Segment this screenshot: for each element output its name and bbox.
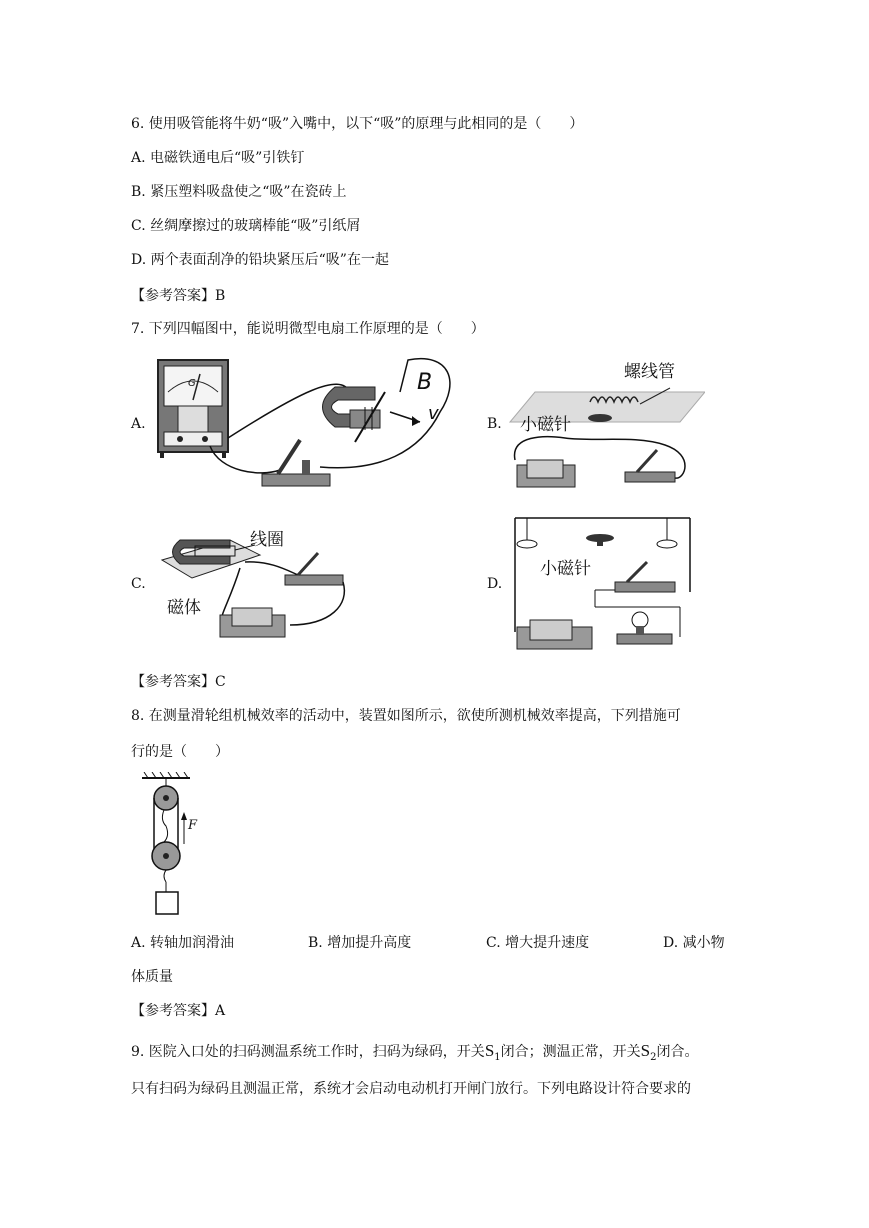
q8-stem-line2: 行的是（ ） <box>131 744 229 760</box>
q8-stem-line1: 8. 在测量滑轮组机械效率的活动中，装置如图所示，欲使所测机械效率提高，下列措施可 <box>131 708 681 724</box>
q7-label-a: A. <box>131 416 146 432</box>
q7-stem: 7. 下列四幅图中，能说明微型电扇工作原理的是（ ） <box>131 321 485 337</box>
q9-switch-s1-sub: 1 <box>494 1051 501 1063</box>
q7-figure-b <box>505 380 705 492</box>
q9-switch-s1: S <box>484 1041 495 1060</box>
q7-figure-d <box>505 512 705 652</box>
q6-stem: 6. 使用吸管能将牛奶“吸”入嘴中，以下“吸”的原理与此相同的是（ ） <box>131 116 584 132</box>
q9-line1-part-b: 闭合；测温正常，开关 <box>500 1044 641 1060</box>
q9-line1 <box>131 1041 699 1063</box>
q6-option-a: A. 电磁铁通电后“吸”引铁钉 <box>131 150 305 166</box>
q7-label-b: B. <box>487 416 502 432</box>
q7-fig-b-needle-label: 小磁针 <box>520 415 571 435</box>
q6-option-d: D. 两个表面刮净的铅块紧压后“吸”在一起 <box>131 252 389 268</box>
q8-answer: 【参考答案】A <box>131 1003 226 1019</box>
q7-fig-a-field-label: B <box>417 370 433 395</box>
q7-fig-b-solenoid-label: 螺线管 <box>624 362 675 382</box>
q9-line1-part-c: 闭合。 <box>656 1044 699 1060</box>
q8-option-d: D. 减小物 <box>663 935 725 951</box>
q7-fig-c-magnet-label: 磁体 <box>167 598 201 618</box>
q8-option-b: B. 增加提升高度 <box>308 935 412 951</box>
q6-answer: 【参考答案】B <box>131 288 226 304</box>
q8-force-label: F <box>188 818 198 833</box>
q7-fig-a-velocity-label: v <box>428 403 439 424</box>
q7-label-c: C. <box>131 576 146 592</box>
q6-option-c: C. 丝绸摩擦过的玻璃棒能“吸”引纸屑 <box>131 218 361 234</box>
q9-line1-part-a: 9. 医院入口处的扫码测温系统工作时，扫码为绿码，开关 <box>131 1044 485 1060</box>
q9-switch-s2: S <box>640 1041 651 1060</box>
q7-answer: 【参考答案】C <box>131 674 226 690</box>
q8-pulley-figure <box>140 772 220 920</box>
q7-fig-d-needle-label: 小磁针 <box>540 559 591 579</box>
q7-fig-a-meter-label: G <box>188 378 196 389</box>
q9-switch-s2-sub: 2 <box>650 1051 657 1063</box>
q8-option-c: C. 增大提升速度 <box>486 935 590 951</box>
q9-line2: 只有扫码为绿码且测温正常，系统才会启动电动机打开闸门放行。下列电路设计符合要求的 <box>131 1081 691 1097</box>
q7-fig-c-coil-label: 线圈 <box>250 530 284 550</box>
q8-option-a: A. 转轴加润滑油 <box>131 935 235 951</box>
q7-label-d: D. <box>487 576 503 592</box>
q6-option-b: B. 紧压塑料吸盘使之“吸”在瓷砖上 <box>131 184 347 200</box>
q8-option-d-continued: 体质量 <box>131 969 173 985</box>
